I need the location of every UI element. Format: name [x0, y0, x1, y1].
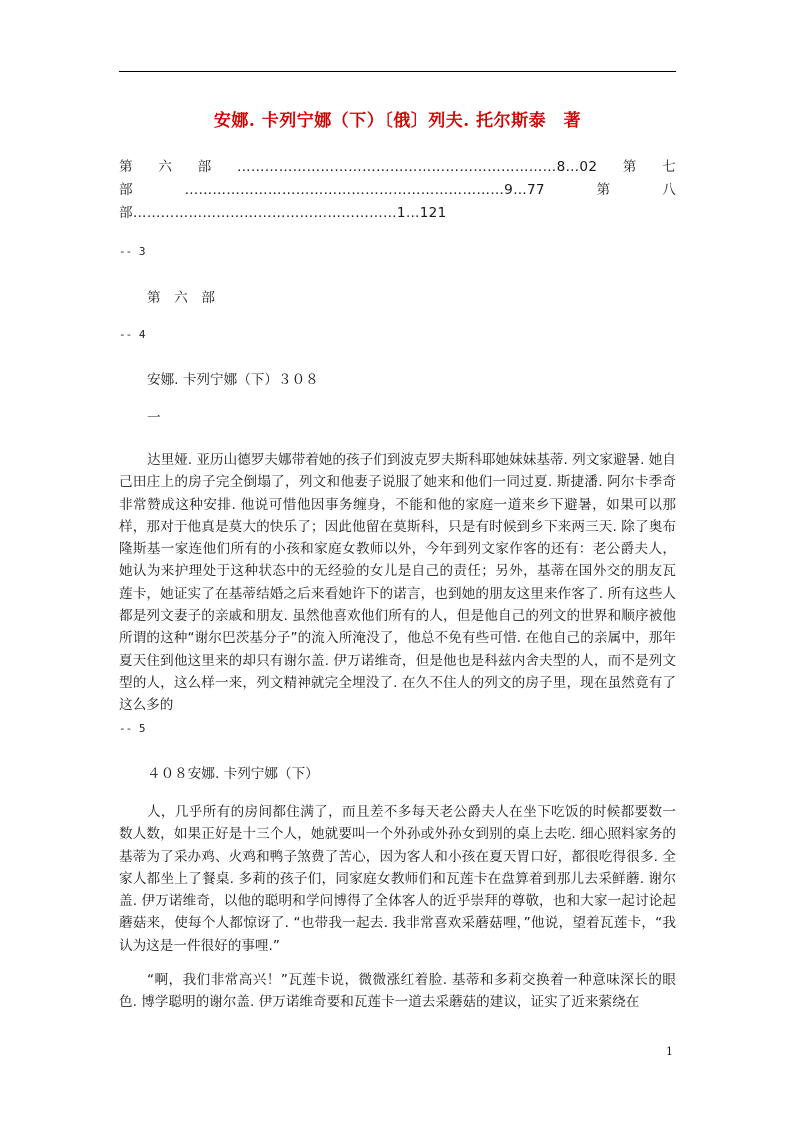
- body-paragraph: 达里娅. 亚历山德罗夫娜带着她的孩子们到波克罗夫斯科耶她妹妹基蒂. 列文家避暑. 她自己田庄上的房子完全倒塌了，列文和他妻子说服了她来和他们一同过夏. 斯捷潘. 阿尔卡季奇非常赞成这种安排. 他说可惜他因事务缠身，不能和他的家庭一道来乡下避暑，如果可以那样，那对于他真是莫大的快乐了；因此他留在莫斯科，只是有时候到乡下来两三天. 除了奥布隆斯基一家连他们所有的小孩和家庭女教师以外，今年到列文家作客的还有：老公爵夫人，她认为来护理处于这种状态中的无经验的女儿是自己的责任；另外，基蒂在国外交的朋友瓦莲卡，她证实了在基蒂结婚之后来看她许下的诺言，也到她的朋友这里来作客了. 所有这些人都是列文妻子的亲戚和朋友. 虽然他喜欢他们所有的人，但是他自己的列文的世界和顺序被他所谓的这种“谢尔巴茨基分子”的流入所淹没了，他总不免有些可惜. 在他自己的亲属中，那年夏天住到他这里来的却只有谢尔盖. 伊万诺维奇，但是他也是科兹内舍夫型的人，而不是列文型的人，这么样一来，列文精神就完全埋没了. 在久不住人的列文的房子里，现在虽然竟有了这么多的: [119, 452, 677, 714]
- body-paragraph: “啊，我们非常高兴！”瓦莲卡说，微微涨红着脸. 基蒂和多莉交换着一种意味深长的眼色. 博学聪明的谢尔盖. 伊万诺维奇要和瓦莲卡一道去采蘑菇的建议，证实了近来萦绕在: [119, 972, 676, 1011]
- document-title: 安娜. 卡列宁娜（下）〔俄〕列夫. 托尔斯泰 著: [213, 111, 582, 131]
- page-marker-5: -- 5: [119, 722, 146, 735]
- body-paragraph: 人，几乎所有的房间都住满了，而且差不多每天老公爵夫人在坐下吃饭的时候都要数一数人数，如果正好是十三个人，她就要叫一个外孙或外孙女到别的桌上去吃. 细心照料家务的基蒂为了采办鸡、火鸡和鸭子煞费了苦心，因为客人和小孩在夏天胃口好，都很吃得很多. 全家人都坐上了餐桌. 多莉的孩子们，同家庭女教师们和瓦莲卡在盘算着到那儿去采鲜蘑. 谢尔盖. 伊万诺维奇，以他的聪明和学问博得了全体客人的近乎崇拜的尊敬，也和大家一起讨论起蘑菇来，使每个人都惊讶了. “也带我一起去. 我非常喜欢采蘑菇哩，”他说，望着瓦莲卡，“我认为这是一件很好的事哩.”: [119, 804, 676, 954]
- page-number: 1: [666, 1045, 673, 1058]
- running-head: ４０８安娜. 卡列宁娜（下）: [147, 766, 319, 782]
- running-head: 安娜. 卡列宁娜（下）３０８: [147, 372, 319, 388]
- part-heading: 第 六 部: [147, 290, 215, 306]
- page-marker-4: -- 4: [119, 328, 146, 341]
- header-rule: [119, 71, 676, 72]
- table-of-contents: 第六部……………………………………………………………8…02第七部……………………………………………………………9…77第八部…………………………………………………1…121: [119, 159, 676, 221]
- page-marker-3: -- 3: [119, 245, 146, 258]
- chapter-number: 一: [147, 410, 161, 426]
